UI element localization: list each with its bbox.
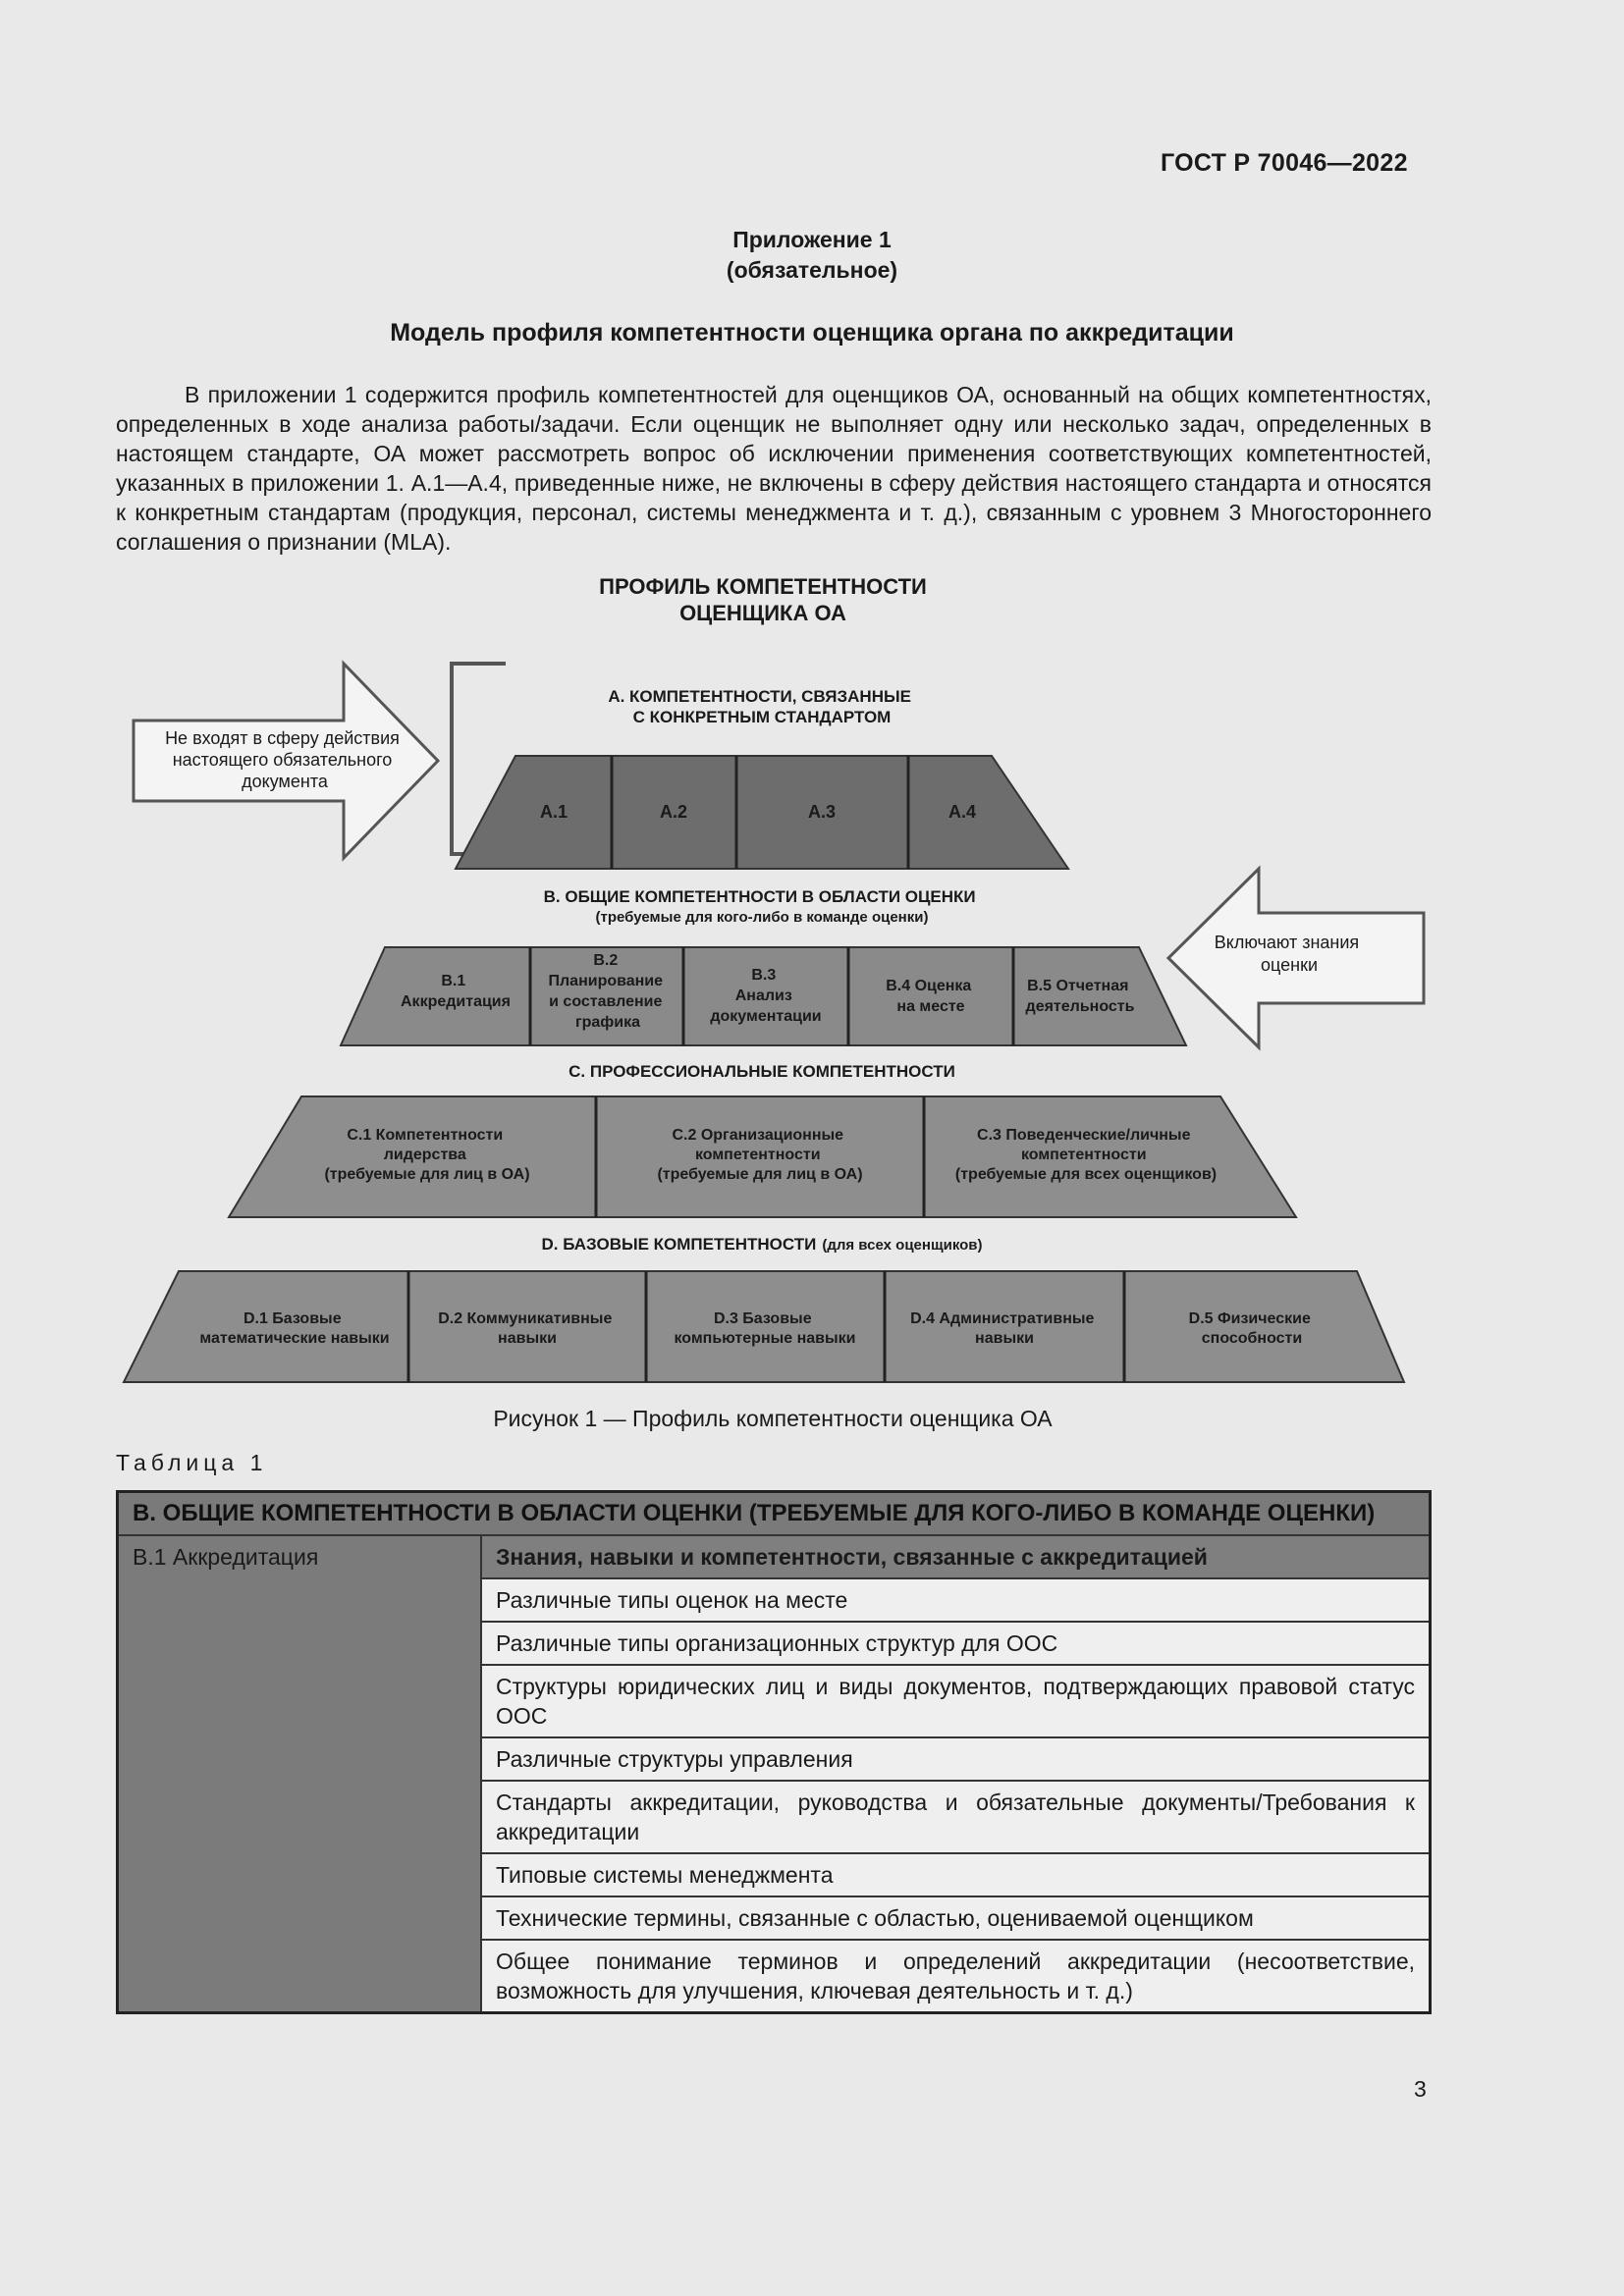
table-row: [118, 1535, 1431, 1578]
item-b2-line: В.2: [593, 952, 619, 969]
item-d1-line: математические навыки: [199, 1330, 390, 1347]
left-arrow-line: документа: [242, 772, 328, 791]
item-d4-line: навыки: [975, 1330, 1034, 1347]
table-label: Таблица 1: [116, 1450, 268, 1475]
item-b3-line: Анализ: [734, 988, 792, 1004]
level-a-title-line: А. КОМПЕТЕНТНОСТИ, СВЯЗАННЫЕ: [608, 687, 911, 706]
figure-title-line1: ПРОФИЛЬ КОМПЕТЕНТНОСТИ: [599, 574, 927, 599]
item-b2-line: и составление: [549, 993, 663, 1010]
level-b-title-line: (требуемые для кого-либо в команде оценки): [595, 909, 929, 926]
level-a-title: [608, 687, 915, 726]
intro-paragraph: В приложении 1 содержится профиль компетентностей для оценщиков ОА, основанный на общих компетентностях, определенных в ходе анализа работы/задачи. Если оценщик не выполняет одну или несколько задач, определенных в настоящем стандарте, ОА может рассмотреть вопрос об исключении применения соответствующих компетентностей, указанных в приложении 1. А.1—А.4, приведенные ниже, не включены в сферу действия настоящего стандарта и относятся к конкретным стандартам (продукция, персонал, системы менеджмента и т. д.), связанным с уровнем 3 Многостороннего соглашения о признании (MLA).: [116, 382, 1432, 555]
item-c1-line: (требуемые для лиц в ОА): [324, 1166, 530, 1183]
item-d5-line: D.5 Физические: [1188, 1310, 1311, 1327]
item-b4-line: на месте: [896, 998, 965, 1015]
competence-pyramid-figure: [0, 628, 1624, 1394]
table-cell: Различные типы организационных структур для ООС: [481, 1622, 1431, 1665]
item-c2-line: С.2 Организационные: [672, 1127, 844, 1144]
item-d4-line: D.4 Административные: [910, 1310, 1095, 1327]
figure-caption: Рисунок 1 — Профиль компетентности оценщика ОА: [493, 1406, 1053, 1431]
item-a3: А.3: [807, 802, 837, 822]
item-b1-line: В.1: [441, 973, 466, 989]
left-arrow-line: настоящего обязательного: [172, 750, 393, 770]
item-c2-line: (требуемые для лиц в ОА): [657, 1166, 863, 1183]
table-cell: Стандарты аккредитации, руководства и обязательные документы/Требования к аккредитации: [481, 1781, 1431, 1853]
page-number: 3: [1414, 2076, 1427, 2102]
section-title: Модель профиля компетентности оценщика органа по аккредитации: [390, 319, 1234, 347]
competence-table: [116, 1490, 1432, 2014]
item-b4-line: В.4 Оценка: [886, 978, 972, 994]
item-b3-line: документации: [710, 1008, 822, 1025]
table-left-cell: В.1 Аккредитация: [118, 1535, 482, 2013]
item-c3-line: (требуемые для всех оценщиков): [954, 1166, 1218, 1183]
item-a2: А.2: [659, 802, 688, 822]
item-b5-line: В.5 Отчетная: [1027, 978, 1129, 994]
level-b-title-line: В. ОБЩИЕ КОМПЕТЕНТНОСТИ В ОБЛАСТИ ОЦЕНКИ: [543, 887, 976, 906]
table-cell: Типовые системы менеджмента: [481, 1853, 1431, 1896]
level-d-title: [541, 1235, 982, 1254]
table-subheader: Знания, навыки и компетентности, связанные с аккредитацией: [481, 1535, 1431, 1578]
table-cell: Различные типы оценок на месте: [481, 1578, 1431, 1622]
item-d2-line: D.2 Коммуникативные: [438, 1310, 613, 1327]
item-b1-line: Аккредитация: [401, 993, 511, 1010]
level-a-title-line: С КОНКРЕТНЫМ СТАНДАРТОМ: [632, 708, 892, 726]
figure-title: [0, 573, 1526, 626]
item-c2-line: компетентности: [694, 1147, 821, 1163]
item-c1-line: С.1 Компетентности: [347, 1127, 504, 1144]
right-arrow-line: Включают знания: [1214, 933, 1360, 952]
item-d5-line: способности: [1201, 1330, 1303, 1347]
table-header: В. ОБЩИЕ КОМПЕТЕНТНОСТИ В ОБЛАСТИ ОЦЕНКИ (ТРЕБУЕМЫЕ ДЛЯ КОГО-ЛИБО В КОМАНДЕ ОЦЕНКИ): [118, 1492, 1431, 1536]
right-arrow-line: оценки: [1261, 955, 1318, 975]
item-c1-line: лидерства: [383, 1147, 466, 1163]
table-cell: Общее понимание терминов и определений аккредитации (несоответствие, возможность для улучшения, ключевая деятельность и т. д.): [481, 1940, 1431, 2013]
item-d3-line: компьютерные навыки: [674, 1330, 856, 1347]
table-cell: Различные структуры управления: [481, 1737, 1431, 1781]
annex-status: (обязательное): [726, 257, 898, 283]
item-b2-line: Планирование: [548, 973, 664, 989]
item-a1: А.1: [539, 802, 568, 822]
standard-number: ГОСТ Р 70046—2022: [1161, 149, 1408, 177]
level-b-title: [544, 887, 981, 926]
item-b2-line: графика: [574, 1014, 641, 1031]
item-b5-line: деятельность: [1025, 998, 1135, 1015]
item-d2-line: навыки: [498, 1330, 557, 1347]
item-d1-line: D.1 Базовые: [243, 1310, 342, 1327]
item-c3-line: С.3 Поведенческие/личные: [977, 1127, 1191, 1144]
table-header-row: [118, 1492, 1431, 1536]
level-c-title: С. ПРОФЕССИОНАЛЬНЫЕ КОМПЕТЕНТНОСТИ: [568, 1062, 955, 1081]
left-arrow-line: Не входят в сферу действия: [165, 728, 400, 748]
item-a4: А.4: [947, 802, 977, 822]
table-cell: Структуры юридических лиц и виды документов, подтверждающих правовой статус ООС: [481, 1665, 1431, 1737]
table-cell: Технические термины, связанные с областью, оцениваемой оценщиком: [481, 1896, 1431, 1940]
level-d-title-suffix: (для всех оценщиков): [822, 1237, 983, 1254]
item-c3-line: компетентности: [1020, 1147, 1147, 1163]
annex-title: Приложение 1: [732, 227, 892, 252]
item-d3-line: D.3 Базовые: [713, 1310, 812, 1327]
figure-title-line2: ОЦЕНЩИКА ОА: [679, 601, 846, 625]
item-b3-line: В.3: [751, 967, 777, 984]
level-d-title-main: D. БАЗОВЫЕ КОМПЕТЕНТНОСТИ: [541, 1235, 817, 1254]
